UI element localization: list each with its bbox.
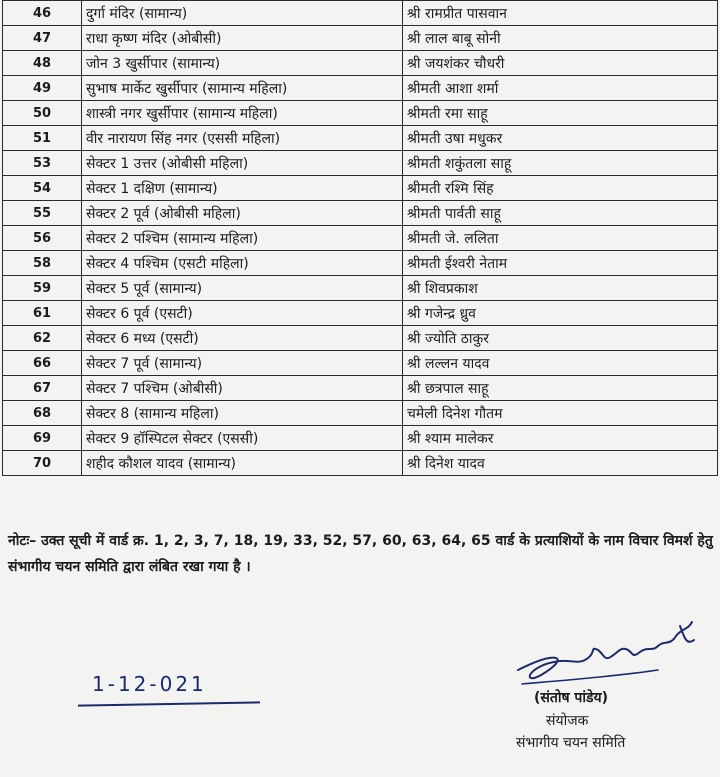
ward-name-cell: सेक्टर 1 दक्षिण (सामान्य) [82, 176, 403, 201]
ward-name-cell: सेक्टर 5 पूर्व (सामान्य) [82, 276, 403, 301]
table-row [3, 76, 718, 101]
ward-number-cell: 48 [3, 51, 82, 76]
candidate-table [2, 0, 718, 476]
ward-number-cell: 70 [3, 451, 82, 476]
date-underline [78, 701, 260, 706]
ward-name-cell: सेक्टर 7 पूर्व (सामान्य) [82, 351, 403, 376]
ward-name-cell: सेक्टर 2 पूर्व (ओबीसी महिला) [82, 201, 403, 226]
table-row [3, 151, 718, 176]
candidate-table-wrapper [2, 0, 718, 476]
handwritten-date: 1-12-021 [92, 672, 207, 696]
ward-number-cell: 66 [3, 351, 82, 376]
ward-name-cell: सेक्टर 8 (सामान्य महिला) [82, 401, 403, 426]
table-row [3, 301, 718, 326]
ward-name-cell: सेक्टर 4 पश्चिम (एसटी महिला) [82, 251, 403, 276]
candidate-name-cell: श्रीमती जे. ललिता [403, 226, 718, 251]
ward-name-cell: जोन 3 खुर्सीपार (सामान्य) [82, 51, 403, 76]
ward-name-cell: सेक्टर 6 मध्य (एसटी) [82, 326, 403, 351]
table-row [3, 26, 718, 51]
candidate-name-cell: श्रीमती रश्मि सिंह [403, 176, 718, 201]
candidate-name-cell: श्री रामप्रीत पासवान [403, 1, 718, 26]
ward-number-cell: 53 [3, 151, 82, 176]
ward-name-cell: शहीद कौशल यादव (सामान्य) [82, 451, 403, 476]
candidate-name-cell: श्री छत्रपाल साहू [403, 376, 718, 401]
candidate-name-cell: चमेली दिनेश गौतम [403, 401, 718, 426]
candidate-name-cell: श्री जयशंकर चौधरी [403, 51, 718, 76]
table-row [3, 176, 718, 201]
ward-name-cell: सेक्टर 7 पश्चिम (ओबीसी) [82, 376, 403, 401]
ward-number-cell: 68 [3, 401, 82, 426]
table-row [3, 376, 718, 401]
ward-number-cell: 56 [3, 226, 82, 251]
ward-name-cell: सेक्टर 1 उत्तर (ओबीसी महिला) [82, 151, 403, 176]
candidate-name-cell: श्री लाल बाबू सोनी [403, 26, 718, 51]
candidate-name-cell: श्री दिनेश यादव [403, 451, 718, 476]
table-row [3, 101, 718, 126]
signatory-committee: संभागीय चयन समिति [516, 735, 626, 751]
table-row [3, 126, 718, 151]
candidate-name-cell: श्रीमती उषा मधुकर [403, 126, 718, 151]
candidate-name-cell: श्री ज्योति ठाकुर [403, 326, 718, 351]
signature-scribble [508, 606, 708, 690]
candidate-table-body [3, 1, 718, 476]
table-row [3, 401, 718, 426]
signatory-role: संयोजक [546, 713, 589, 729]
ward-number-cell: 50 [3, 101, 82, 126]
table-row [3, 1, 718, 26]
ward-name-cell: सेक्टर 6 पूर्व (एसटी) [82, 301, 403, 326]
ward-number-cell: 59 [3, 276, 82, 301]
table-row [3, 251, 718, 276]
ward-number-cell: 54 [3, 176, 82, 201]
ward-name-cell: शास्त्री नगर खुर्सीपार (सामान्य महिला) [82, 101, 403, 126]
ward-name-cell: सेक्टर 2 पश्चिम (सामान्य महिला) [82, 226, 403, 251]
ward-number-cell: 69 [3, 426, 82, 451]
candidate-name-cell: श्रीमती आशा शर्मा [403, 76, 718, 101]
ward-number-cell: 49 [3, 76, 82, 101]
candidate-name-cell: श्री शिवप्रकाश [403, 276, 718, 301]
ward-number-cell: 46 [3, 1, 82, 26]
ward-number-cell: 51 [3, 126, 82, 151]
signatory-name: (संतोष पांडेय) [534, 690, 609, 706]
ward-name-cell: वीर नारायण सिंह नगर (एससी महिला) [82, 126, 403, 151]
table-row [3, 451, 718, 476]
candidate-name-cell: श्रीमती शकुंतला साहू [403, 151, 718, 176]
ward-name-cell: सेक्टर 9 हॉस्पिटल सेक्टर (एससी) [82, 426, 403, 451]
table-row [3, 426, 718, 451]
ward-number-cell: 62 [3, 326, 82, 351]
ward-name-cell: दुर्गा मंदिर (सामान्य) [82, 1, 403, 26]
ward-number-cell: 58 [3, 251, 82, 276]
ward-number-cell: 61 [3, 301, 82, 326]
table-row [3, 351, 718, 376]
ward-number-cell: 67 [3, 376, 82, 401]
table-row [3, 276, 718, 301]
table-row [3, 51, 718, 76]
table-row [3, 201, 718, 226]
ward-number-cell: 47 [3, 26, 82, 51]
candidate-name-cell: श्री श्याम मालेकर [403, 426, 718, 451]
table-row [3, 326, 718, 351]
candidate-name-cell: श्री गजेन्द्र ध्रुव [403, 301, 718, 326]
ward-name-cell: सुभाष मार्केट खुर्सीपार (सामान्य महिला) [82, 76, 403, 101]
candidate-name-cell: श्री लल्लन यादव [403, 351, 718, 376]
table-row [3, 226, 718, 251]
ward-number-cell: 55 [3, 201, 82, 226]
candidate-name-cell: श्रीमती ईश्वरी नेताम [403, 251, 718, 276]
note-text: नोटः– उक्त सूची में वार्ड क्र. 1, 2, 3, 7, 18, 19, 33, 52, 57, 60, 63, 64, 65 वार्ड के प्रत्याशियों के नाम विचार विमर्श हेतु संभागीय चयन समिति द्वारा लंबित रखा गया है । [8, 533, 713, 575]
candidate-name-cell: श्रीमती रमा साहू [403, 101, 718, 126]
candidate-name-cell: श्रीमती पार्वती साहू [403, 201, 718, 226]
ward-name-cell: राधा कृष्ण मंदिर (ओबीसी) [82, 26, 403, 51]
